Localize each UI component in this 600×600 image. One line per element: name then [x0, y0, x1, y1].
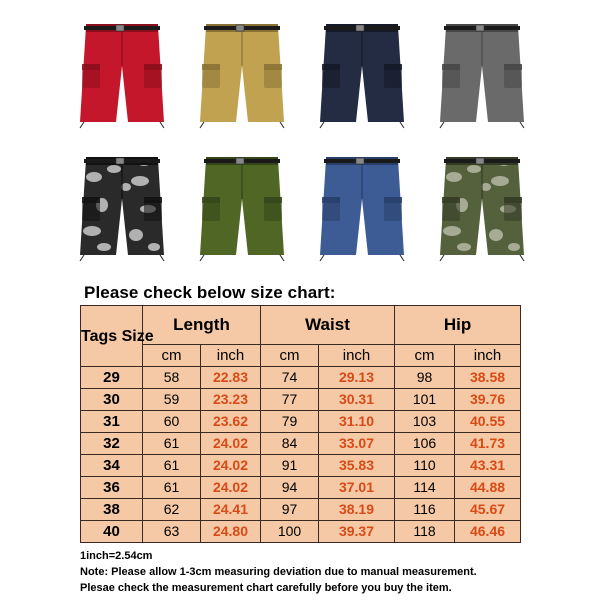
table-row	[81, 433, 521, 455]
size-chart-title: Please check below size chart:	[84, 283, 336, 302]
cargo-shorts-icon	[314, 14, 410, 132]
hip-cm-cell: 106	[395, 433, 455, 455]
hip-in-cell: 38.58	[455, 367, 521, 389]
product-image-army-green	[182, 143, 302, 268]
product-image-black-camo	[62, 143, 182, 268]
header-tags-size-label: Tags Size	[81, 327, 154, 345]
hip-in-cell: 40.55	[455, 411, 521, 433]
unit-length-cm: cm	[143, 345, 201, 367]
hip-cm-cell: 103	[395, 411, 455, 433]
length-cm-cell: 58	[143, 367, 201, 389]
length-in-cell: 24.41	[201, 499, 261, 521]
size-tag-cell: 31	[81, 411, 143, 433]
unit-waist-inch: inch	[319, 345, 395, 367]
hip-cm-cell: 110	[395, 455, 455, 477]
table-row	[81, 455, 521, 477]
length-in-cell: 23.23	[201, 389, 261, 411]
hip-cm-cell: 114	[395, 477, 455, 499]
waist-in-cell: 37.01	[319, 477, 395, 499]
table-row	[81, 411, 521, 433]
length-cm-cell: 62	[143, 499, 201, 521]
waist-in-cell: 29.13	[319, 367, 395, 389]
table-row	[81, 521, 521, 543]
length-in-cell: 23.62	[201, 411, 261, 433]
length-in-cell: 24.02	[201, 455, 261, 477]
unit-hip-cm: cm	[395, 345, 455, 367]
size-notes	[80, 548, 477, 596]
waist-in-cell: 39.37	[319, 521, 395, 543]
product-image-grey	[422, 10, 542, 135]
note-deviation: Note: Please allow 1-3cm measuring deviation due to manual measurement.	[80, 566, 477, 578]
size-tag-cell: 34	[81, 455, 143, 477]
waist-in-cell: 30.31	[319, 389, 395, 411]
table-row	[81, 389, 521, 411]
unit-hip-inch: inch	[455, 345, 521, 367]
length-cm-cell: 61	[143, 477, 201, 499]
product-image-navy	[302, 10, 422, 135]
waist-cm-cell: 94	[261, 477, 319, 499]
header-waist: Waist	[261, 306, 395, 345]
header-tags-size	[81, 306, 154, 367]
hip-cm-cell: 101	[395, 389, 455, 411]
unit-length-inch: inch	[201, 345, 261, 367]
length-cm-cell: 59	[143, 389, 201, 411]
length-in-cell: 24.02	[201, 433, 261, 455]
cargo-shorts-icon	[194, 14, 290, 132]
product-image-green-camo	[422, 143, 542, 268]
waist-in-cell: 35.83	[319, 455, 395, 477]
size-tag-cell: 30	[81, 389, 143, 411]
hip-cm-cell: 116	[395, 499, 455, 521]
unit-waist-cm: cm	[261, 345, 319, 367]
hip-in-cell: 41.73	[455, 433, 521, 455]
hip-cm-cell: 98	[395, 367, 455, 389]
size-tag-cell: 32	[81, 433, 143, 455]
product-color-grid	[62, 10, 542, 270]
size-tag-cell: 40	[81, 521, 143, 543]
hip-in-cell: 39.76	[455, 389, 521, 411]
waist-cm-cell: 77	[261, 389, 319, 411]
hip-in-cell: 45.67	[455, 499, 521, 521]
hip-cm-cell: 118	[395, 521, 455, 543]
cargo-shorts-icon	[74, 14, 170, 132]
hip-in-cell: 44.88	[455, 477, 521, 499]
length-in-cell: 24.02	[201, 477, 261, 499]
product-image-denim-blue	[302, 143, 422, 268]
table-header-row	[81, 306, 521, 345]
cargo-shorts-icon	[434, 14, 530, 132]
size-chart-table	[80, 305, 521, 543]
waist-cm-cell: 100	[261, 521, 319, 543]
waist-cm-cell: 84	[261, 433, 319, 455]
waist-cm-cell: 91	[261, 455, 319, 477]
cargo-shorts-icon	[74, 147, 170, 265]
note-check-chart: Plesae check the measurement chart carefully before you buy the item.	[80, 582, 452, 594]
waist-in-cell: 31.10	[319, 411, 395, 433]
header-hip: Hip	[395, 306, 521, 345]
length-in-cell: 22.83	[201, 367, 261, 389]
length-in-cell: 24.80	[201, 521, 261, 543]
length-cm-cell: 61	[143, 455, 201, 477]
header-length: Length	[143, 306, 261, 345]
waist-in-cell: 38.19	[319, 499, 395, 521]
table-row	[81, 499, 521, 521]
length-cm-cell: 61	[143, 433, 201, 455]
cargo-shorts-icon	[314, 147, 410, 265]
size-tag-cell: 36	[81, 477, 143, 499]
hip-in-cell: 43.31	[455, 455, 521, 477]
hip-in-cell: 46.46	[455, 521, 521, 543]
waist-in-cell: 33.07	[319, 433, 395, 455]
waist-cm-cell: 97	[261, 499, 319, 521]
length-cm-cell: 63	[143, 521, 201, 543]
cargo-shorts-icon	[434, 147, 530, 265]
table-unit-row	[81, 345, 521, 367]
length-cm-cell: 60	[143, 411, 201, 433]
size-tag-cell: 38	[81, 499, 143, 521]
waist-cm-cell: 79	[261, 411, 319, 433]
product-image-red	[62, 10, 182, 135]
table-row	[81, 477, 521, 499]
waist-cm-cell: 74	[261, 367, 319, 389]
cargo-shorts-icon	[194, 147, 290, 265]
size-tag-cell: 29	[81, 367, 143, 389]
table-row	[81, 367, 521, 389]
product-image-khaki	[182, 10, 302, 135]
note-conversion: 1inch=2.54cm	[80, 550, 153, 562]
